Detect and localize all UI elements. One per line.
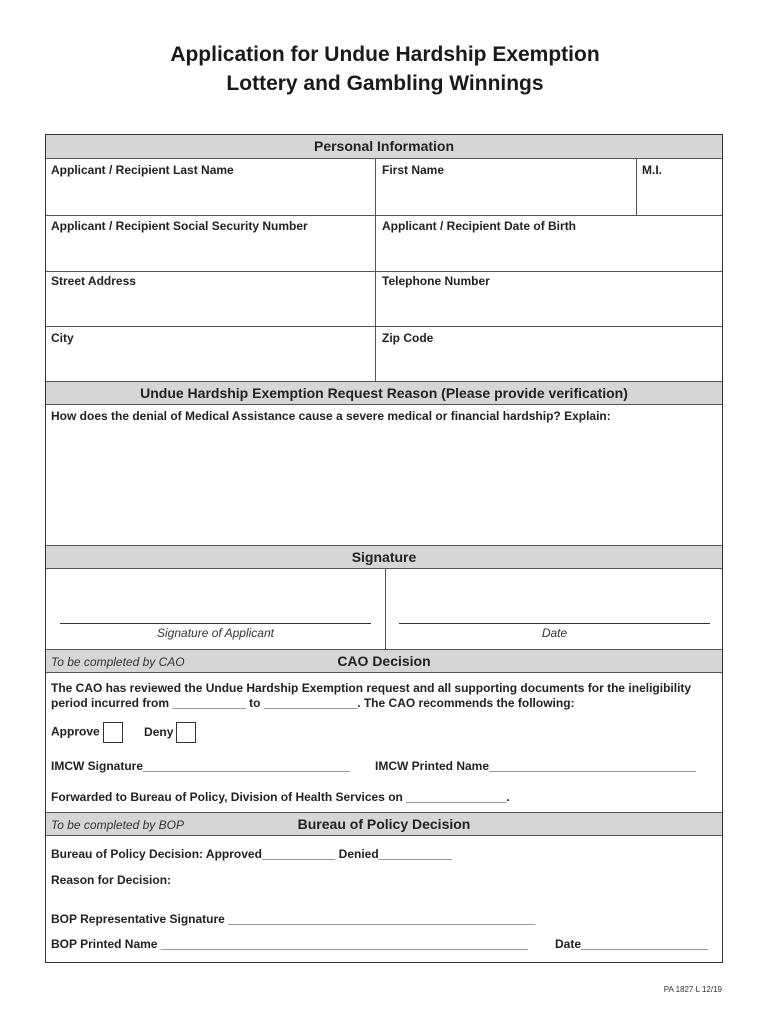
mi-label: M.I. bbox=[642, 163, 662, 177]
personal-divider bbox=[375, 159, 376, 381]
signature-date-line[interactable] bbox=[399, 623, 710, 624]
applicant-signature-caption: Signature of Applicant bbox=[157, 626, 274, 640]
bop-rep-signature-field[interactable]: BOP Representative Signature ______________________________________________ bbox=[51, 912, 536, 926]
forwarded-field[interactable]: Forwarded to Bureau of Policy, Division of Health Services on _______________. bbox=[51, 790, 510, 804]
bop-header bbox=[46, 812, 722, 836]
street-label: Street Address bbox=[51, 274, 136, 288]
cao-text-line1: The CAO has reviewed the Undue Hardship Exemption request and all supporting documents for the ineligibility bbox=[51, 681, 692, 695]
signature-divider bbox=[385, 569, 386, 649]
approve-checkbox[interactable] bbox=[103, 722, 123, 743]
dob-label: Applicant / Recipient Date of Birth bbox=[382, 219, 577, 233]
cao-header bbox=[46, 649, 722, 673]
cao-side-note: To be completed by CAO bbox=[51, 655, 185, 669]
signature-date-caption: Date bbox=[541, 626, 568, 640]
ssn-label: Applicant / Recipient Social Security Number bbox=[51, 219, 308, 233]
phone-label: Telephone Number bbox=[382, 274, 490, 288]
signature-header bbox=[46, 545, 722, 569]
bop-reason-label: Reason for Decision: bbox=[51, 873, 172, 887]
first-name-label: First Name bbox=[382, 163, 445, 177]
cao-title: CAO Decision bbox=[337, 653, 431, 669]
bop-side-note: To be completed by BOP bbox=[51, 818, 184, 832]
application-form bbox=[45, 134, 723, 963]
last-name-label: Applicant / Recipient Last Name bbox=[51, 163, 234, 177]
mi-divider bbox=[636, 159, 637, 215]
bop-decision-field[interactable]: Bureau of Policy Decision: Approved___________ Denied___________ bbox=[51, 847, 453, 861]
reason-header bbox=[46, 381, 722, 405]
deny-checkbox[interactable] bbox=[176, 722, 196, 743]
imcw-printed-name-field[interactable]: IMCW Printed Name_______________________________ bbox=[375, 759, 696, 773]
imcw-signature-field[interactable]: IMCW Signature_______________________________ bbox=[51, 759, 350, 773]
reason-title: Undue Hardship Exemption Request Reason (Please provide verification) bbox=[140, 385, 628, 401]
form-title: Application for Undue Hardship Exemption bbox=[170, 43, 600, 66]
cao-text-line2: period incurred from ___________ to ______________. The CAO recommends the following: bbox=[51, 696, 575, 710]
bop-printed-name-field[interactable]: BOP Printed Name _______________________________________________________ bbox=[51, 937, 528, 951]
row-line bbox=[46, 326, 722, 327]
bop-date-field[interactable]: Date___________________ bbox=[555, 937, 708, 951]
form-subtitle: Lottery and Gambling Winnings bbox=[226, 72, 544, 95]
form-number: PA 1827 L 12/19 bbox=[663, 985, 722, 994]
cao-choices bbox=[51, 722, 196, 743]
zip-label: Zip Code bbox=[382, 331, 434, 345]
city-label: City bbox=[51, 331, 74, 345]
personal-info-header bbox=[46, 135, 722, 159]
row-line bbox=[46, 215, 722, 216]
personal-info-title: Personal Information bbox=[313, 138, 455, 154]
signature-title: Signature bbox=[351, 549, 417, 565]
bop-title: Bureau of Policy Decision bbox=[297, 816, 471, 832]
approve-label: Approve bbox=[51, 724, 100, 739]
row-line bbox=[46, 271, 722, 272]
applicant-signature-line[interactable] bbox=[60, 623, 371, 624]
reason-question: How does the denial of Medical Assistance cause a severe medical or financial hardship? Explain: bbox=[51, 409, 611, 423]
deny-label: Deny bbox=[144, 724, 174, 739]
